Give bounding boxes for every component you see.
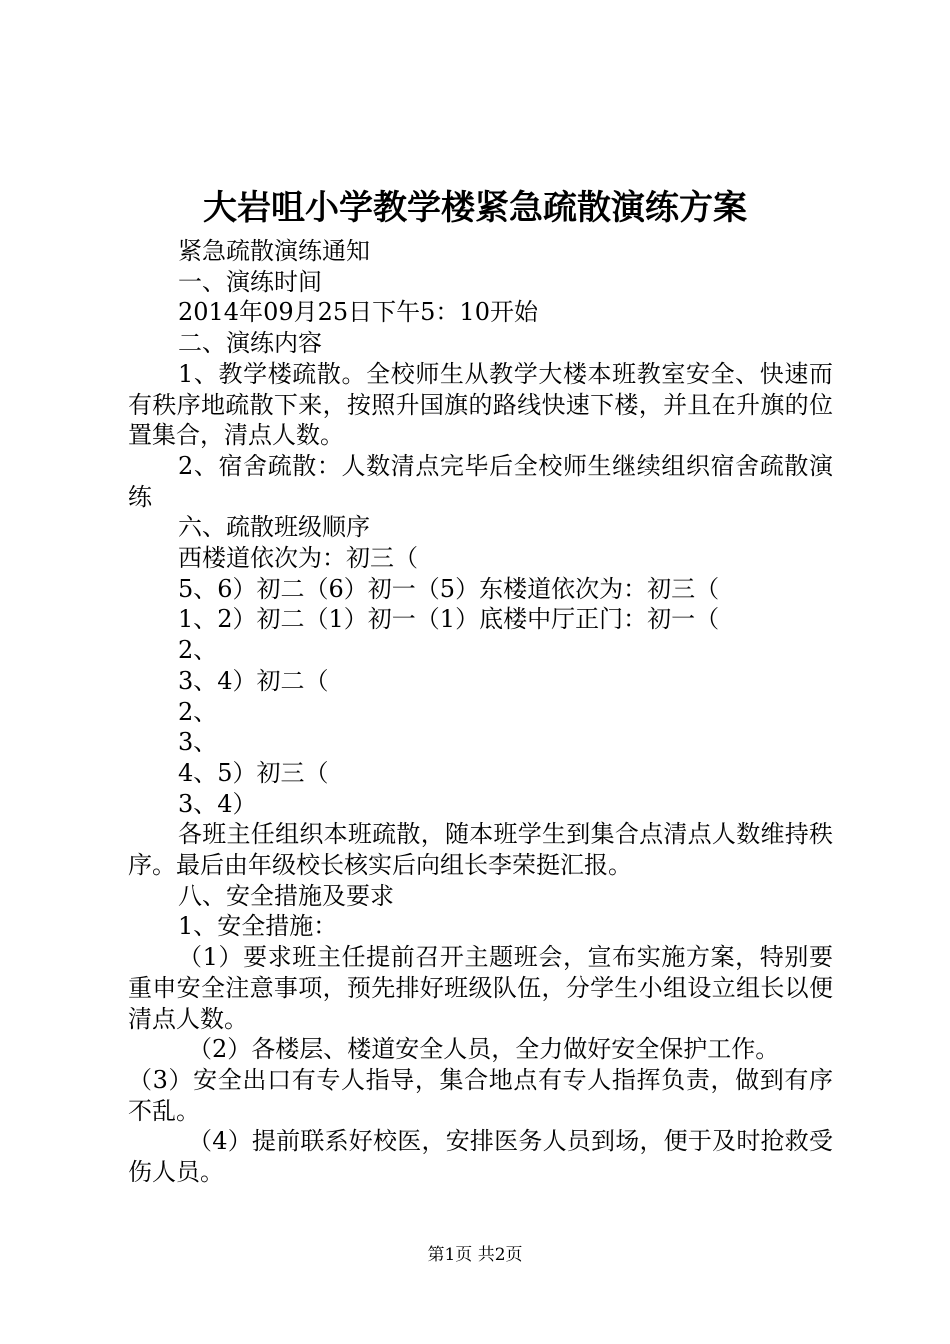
paragraph: 3、4）初二（ [178,666,329,695]
paragraph: （3）安全出口有专人指导，集合地点有专人指挥负责，做到有序不乱。 [128,1065,833,1125]
paragraph: （4）提前联系好校医，安排医务人员到场，便于及时抢救受伤人员。 [128,1127,833,1187]
document-body [128,236,833,1188]
page-footer: 第1页 共2页 [427,1245,523,1265]
paragraph: 2、 [178,636,218,665]
paragraph: 5、6）初二（6）初一（5）东楼道依次为：初三（ [178,574,720,603]
paragraph: 1、教学楼疏散。全校师生从教学大楼本班教室安全、快速而有秩序地疏散下来，按照升国旗的路线快速下楼，并且在升旗的位置集合，清点人数。 [128,359,833,450]
paragraph: 4、5）初三（ [178,758,329,787]
paragraph: 2、 [178,697,218,726]
section-heading: 六、疏散班级顺序 [178,513,370,542]
paragraph: 3、4） [178,789,257,818]
section-heading: 八、安全措施及要求 [178,881,394,910]
paragraph: 1、2）初二（1）初一（1）底楼中厅正门：初一（ [178,605,720,634]
paragraph: 西楼道依次为：初三（ [178,544,418,573]
paragraph: 紧急疏散演练通知 [178,237,370,265]
paragraph: （2）各楼层、楼道安全人员，全力做好安全保护工作。 [188,1035,780,1064]
paragraph: 3、 [178,728,218,757]
paragraph: （1）要求班主任提前召开主题班会，宣布实施方案，特别要重申安全注意事项，预先排好班级队伍，分学生小组设立组长以便清点人数。 [128,943,833,1033]
paragraph: 2014年09月25日下午5：10开始 [178,298,538,327]
paragraph: 1、安全措施： [178,912,338,941]
paragraph: 各班主任组织本班疏散，随本班学生到集合点清点人数维持秩序。最后由年级校长核实后向组长李荣挺汇报。 [128,820,833,880]
paragraph: 2、宿舍疏散：人数清点完毕后全校师生继续组织宿舍疏散演练 [128,451,833,511]
section-heading: 二、演练内容 [178,329,322,358]
section-heading: 一、演练时间 [178,267,322,296]
page-title: 大岩咀小学教学楼紧急疏散演练方案 [203,188,747,228]
